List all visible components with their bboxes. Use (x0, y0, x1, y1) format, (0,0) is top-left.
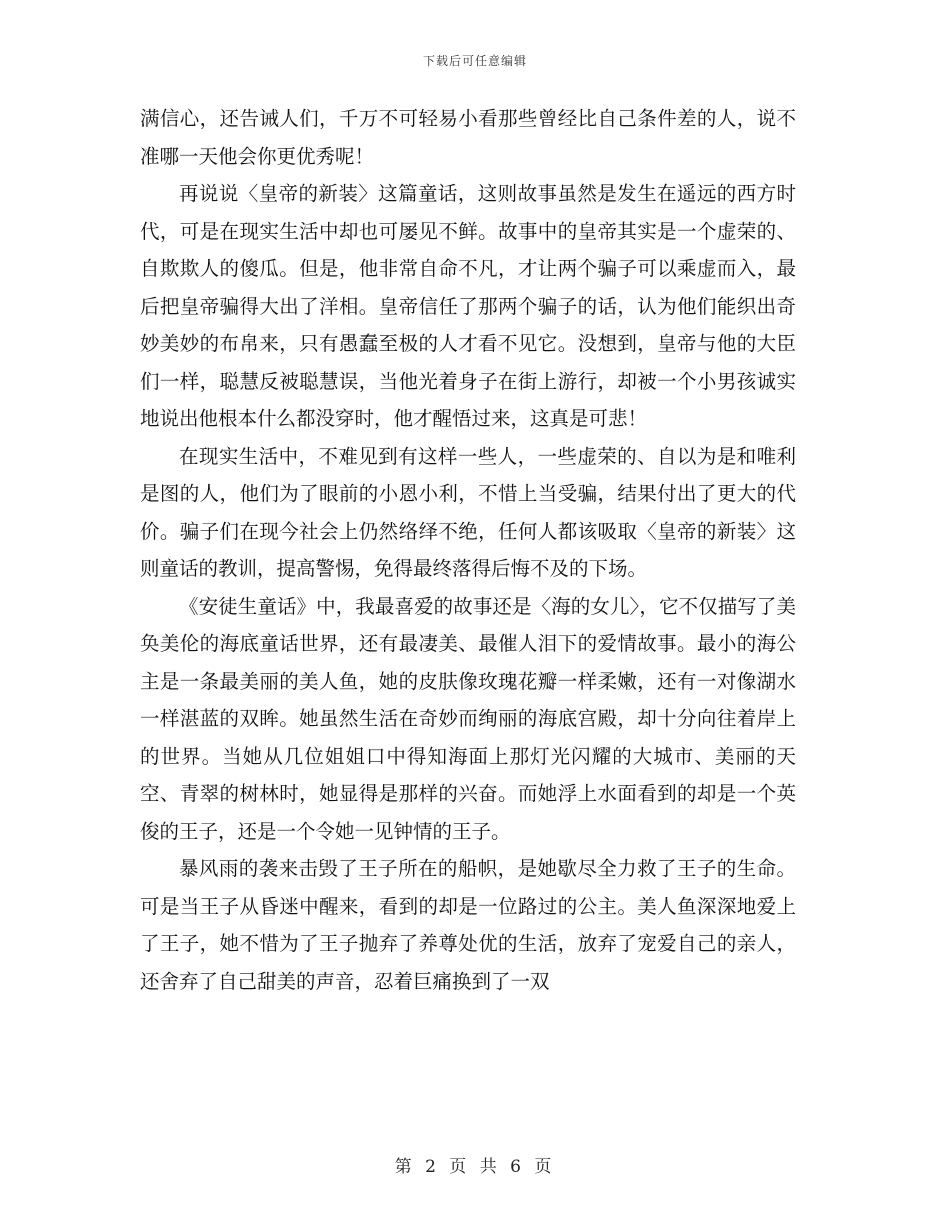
paragraph-storm: 暴风雨的袭来击毁了王子所在的船帜，是她歇尽全力救了王子的生命。可是当王子从昏迷中醒来，看到的却是一位路过的公主。美人鱼深深地爱上了王子，她不惜为了王子抛弃了养尊处优的生活，放弃了宠爱自己的亲人，还舍弃了自己甜美的声音，忍着巨痛换到了一双 (140, 857, 796, 993)
page-number-footer: 第 2 页 共 6 页 (394, 1157, 556, 1177)
paragraph-emperor-new-clothes: 再说说〈皇帝的新装〉这篇童话，这则故事虽然是发生在遥远的西方时代，可是在现实生活中却也可屡见不鲜。故事中的皇帝其实是一个虚荣的、自欺欺人的傻瓜。但是，他非常自命不凡，才让两个骗子可以乘虚而入，最后把皇帝骗得大出了洋相。皇帝信任了那两个骗子的话，认为他们能织出奇妙美妙的布帛来，只有愚蠢至极的人才看不见它。没想到，皇帝与他的大臣们一样，聪慧反被聪慧误，当他光着身子在街上游行，却被一个小男孩诚实地说出他根本什么都没穿时，他才醒悟过来，这真是可悲！ (140, 182, 796, 430)
document-body (140, 100, 796, 1000)
paragraph-little-mermaid: 《安徒生童话》中，我最喜爱的故事还是〈海的女儿〉，它不仅描写了美奂美伦的海底童话世界，还有最凄美、最催人泪下的爱情故事。最小的海公主是一条最美丽的美人鱼，她的皮肤像玫瑰花瓣一样柔嫩，还有一对像湖水一样湛蓝的双眸。她虽然生活在奇妙而绚丽的海底宫殿，却十分向往着岸上的世界。当她从几位姐姐口中得知海面上那灯光闪耀的大城市、美丽的天空、青翠的树林时，她显得是那样的兴奋。而她浮上水面看到的却是一个英俊的王子，还是一个令她一见钟情的王子。 (140, 594, 796, 843)
paragraph-continuation: 满信心，还告诫人们，千万不可轻易小看那些曾经比自己条件差的人，说不准哪一天他会你更优秀呢！ (140, 107, 796, 168)
page-header: 下载后可任意编辑 (422, 54, 527, 68)
paragraph-real-life-lesson: 在现实生活中，不难见到有这样一些人，一些虚荣的、自以为是和唯利是图的人，他们为了眼前的小恩小利，不惜上当受骗，结果付出了更大的代价。骗子们在现今社会上仍然络绎不绝，任何人都该吸取〈皇帝的新装〉这则童话的教训，提高警惕，免得最终落得后悔不及的下场。 (140, 444, 796, 580)
